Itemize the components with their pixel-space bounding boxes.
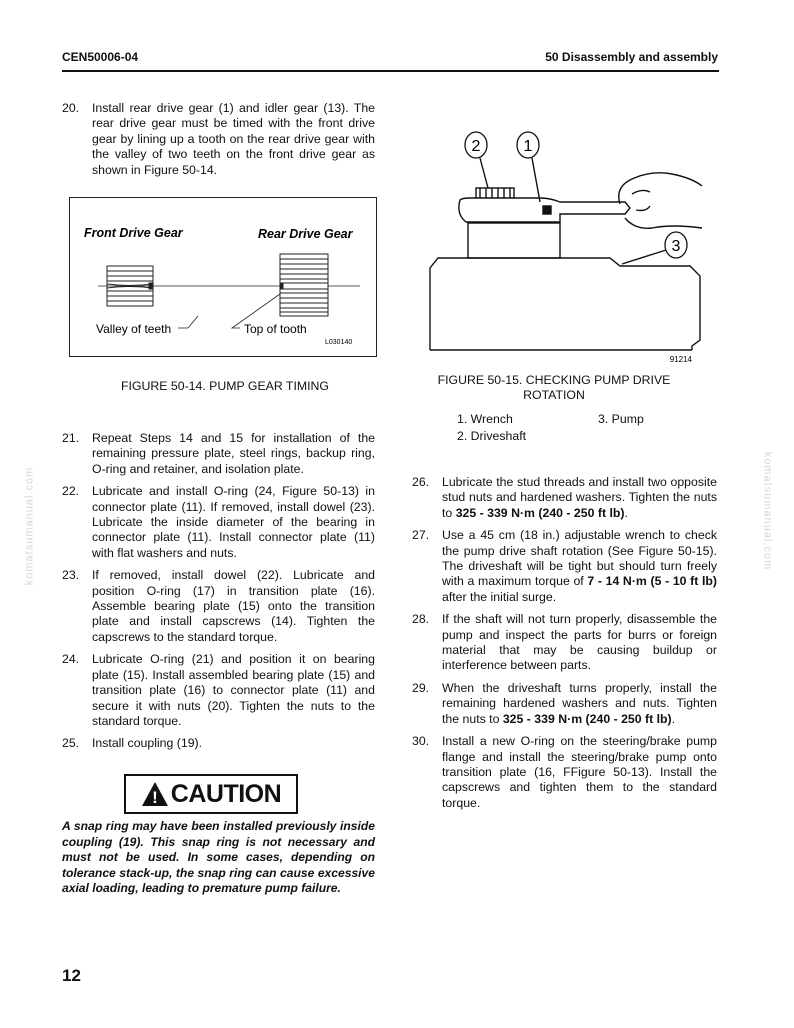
step-number: 28.	[412, 612, 430, 627]
leader-valley	[178, 316, 198, 328]
step-text: When the driveshaft turns properly, install the remaining hardened washers and nuts. Tighten the nuts to	[442, 680, 717, 726]
step-text: Lubricate O-ring (21) and position it on bearing plate (15). Install assembled bearing plate (15) and transition plate (16) to connector plate (11) and secure it with nuts (20). Tighten the nuts to the standard torque.	[92, 652, 375, 728]
driveshaft-icon	[468, 223, 560, 258]
caution-text: A snap ring may have been installed previously inside coupling (19). This snap ring is not necessary and must not be used. In some cases, depending on tolerance stack-up, the snap ring can cause excessive axial loading, leading to premature pump failure.	[62, 819, 375, 895]
step-number: 21.	[62, 431, 80, 445]
caution-banner	[124, 774, 298, 814]
step-number: 22.	[62, 484, 80, 499]
warning-triangle-icon	[141, 781, 169, 807]
label-rear-drive-gear: Rear Drive Gear	[258, 227, 353, 241]
page-number: 12	[62, 966, 81, 985]
step-20	[62, 101, 375, 178]
step-number: 27.	[412, 528, 430, 543]
torque-value: 7 - 14 N·m (5 - 10 ft lb)	[587, 574, 718, 589]
figure-50-14	[69, 197, 377, 357]
step-28	[412, 612, 717, 674]
step-number: 20.	[62, 101, 80, 115]
step-text: Install rear drive gear (1) and idler gear (13). The rear drive gear must be timed with the front drive gear by lining up a tooth on the rear drive gear with the valley of two teeth on the front drive gear as shown in Figure 50-14.	[92, 101, 375, 177]
gear-timing-diagram	[70, 198, 376, 356]
step-text: Repeat Steps 14 and 15 for installation of the remaining pressure plate, steel rings, backup ring, O-ring and retainer, and isolation plate.	[92, 431, 375, 476]
torque-value: 325 - 339 N·m (240 - 250 ft lb)	[455, 505, 625, 520]
callout-3-label: 3	[671, 238, 681, 255]
step-text: Lubricate the stud threads and install two opposite stud nuts and hardened washers. Tighten the nuts to	[442, 475, 717, 520]
step-25	[62, 736, 375, 751]
legend-item-pump: 3. Pump	[598, 412, 644, 426]
step-text: If the shaft will not turn properly, disassemble the pump and inspect the parts for burrs or foreign material that may be causing buildup or interference between parts.	[442, 612, 717, 673]
section-title: 50 Disassembly and assembly	[545, 50, 718, 64]
left-steps-a	[62, 101, 375, 185]
step-number: 29.	[412, 680, 430, 695]
step-27	[412, 528, 717, 605]
step-22	[62, 484, 375, 561]
figure-50-15-caption: FIGURE 50-15. CHECKING PUMP DRIVE ROTATION	[437, 373, 671, 403]
right-steps	[412, 475, 717, 818]
figure-code: 91214	[669, 355, 692, 364]
doc-id: CEN50006-04	[62, 50, 139, 64]
step-number: 24.	[62, 652, 80, 667]
step-text: If removed, install dowel (22). Lubricate and position O-ring (17) in transition plate (16). Assemble bearing plate (15) onto the transition plate and install capscrews (14). Tighten the capscrews to the standard torque.	[92, 568, 375, 644]
left-steps-b	[62, 431, 375, 759]
figure-50-14-caption: FIGURE 50-14. PUMP GEAR TIMING	[121, 379, 329, 393]
watermark-left: komatsumanual.com	[23, 466, 36, 586]
torque-value: 325 - 339 N·m (240 - 250 ft lb)	[502, 711, 672, 726]
watermark-right: komatsumanual.com	[761, 451, 774, 571]
step-number: 23.	[62, 568, 80, 583]
pump-icon	[430, 258, 700, 350]
step-text: Install a new O-ring on the steering/brake pump flange and install the steering/brake pump onto transition plate (16, FFigure 50-13). Install the capscrews and tighten them to the standard torque.	[442, 734, 717, 810]
rear-gear-icon	[280, 254, 328, 316]
step-text: Lubricate and install O-ring (24, Figure 50-13) in connector plate (11). If removed, install dowel (23). Lubricate the inside diameter of the bearing in connector plate (11). Install connector plate (11) with flat washers and nuts.	[92, 484, 375, 560]
legend-item-driveshaft: 2. Driveshaft	[457, 429, 527, 443]
step-number: 26.	[412, 475, 430, 489]
step-number: 30.	[412, 734, 430, 749]
step-26	[412, 475, 717, 521]
callout-2-label: 2	[471, 138, 481, 155]
step-text-end: .	[624, 505, 628, 520]
figure-50-15	[410, 118, 720, 368]
step-number: 25.	[62, 736, 80, 751]
header-rule	[62, 70, 719, 72]
step-text: Install coupling (19).	[92, 736, 203, 751]
step-24	[62, 652, 375, 729]
caution-title: CAUTION	[170, 779, 282, 808]
warning-symbol: !	[151, 788, 158, 807]
figure-code: L030140	[325, 339, 353, 346]
label-top-of-tooth: Top of tooth	[244, 322, 307, 336]
label-valley-of-teeth: Valley of teeth	[96, 322, 172, 336]
step-30	[412, 734, 717, 811]
step-text-end: .	[671, 711, 676, 726]
step-21	[62, 431, 375, 477]
step-text: Use a 45 cm (18 in.) adjustable wrench to check the pump drive shaft rotation (See Figure 50-15). The driveshaft will be tight but should turn freely with a maximum torque of	[442, 528, 717, 589]
step-text-end: after the initial surge.	[442, 589, 557, 604]
label-front-drive-gear: Front Drive Gear	[84, 226, 183, 240]
step-23	[62, 568, 375, 645]
legend-item-wrench: 1. Wrench	[457, 412, 513, 426]
step-29	[412, 681, 717, 727]
callout-1-label: 1	[523, 138, 533, 155]
hand-icon	[619, 173, 702, 228]
